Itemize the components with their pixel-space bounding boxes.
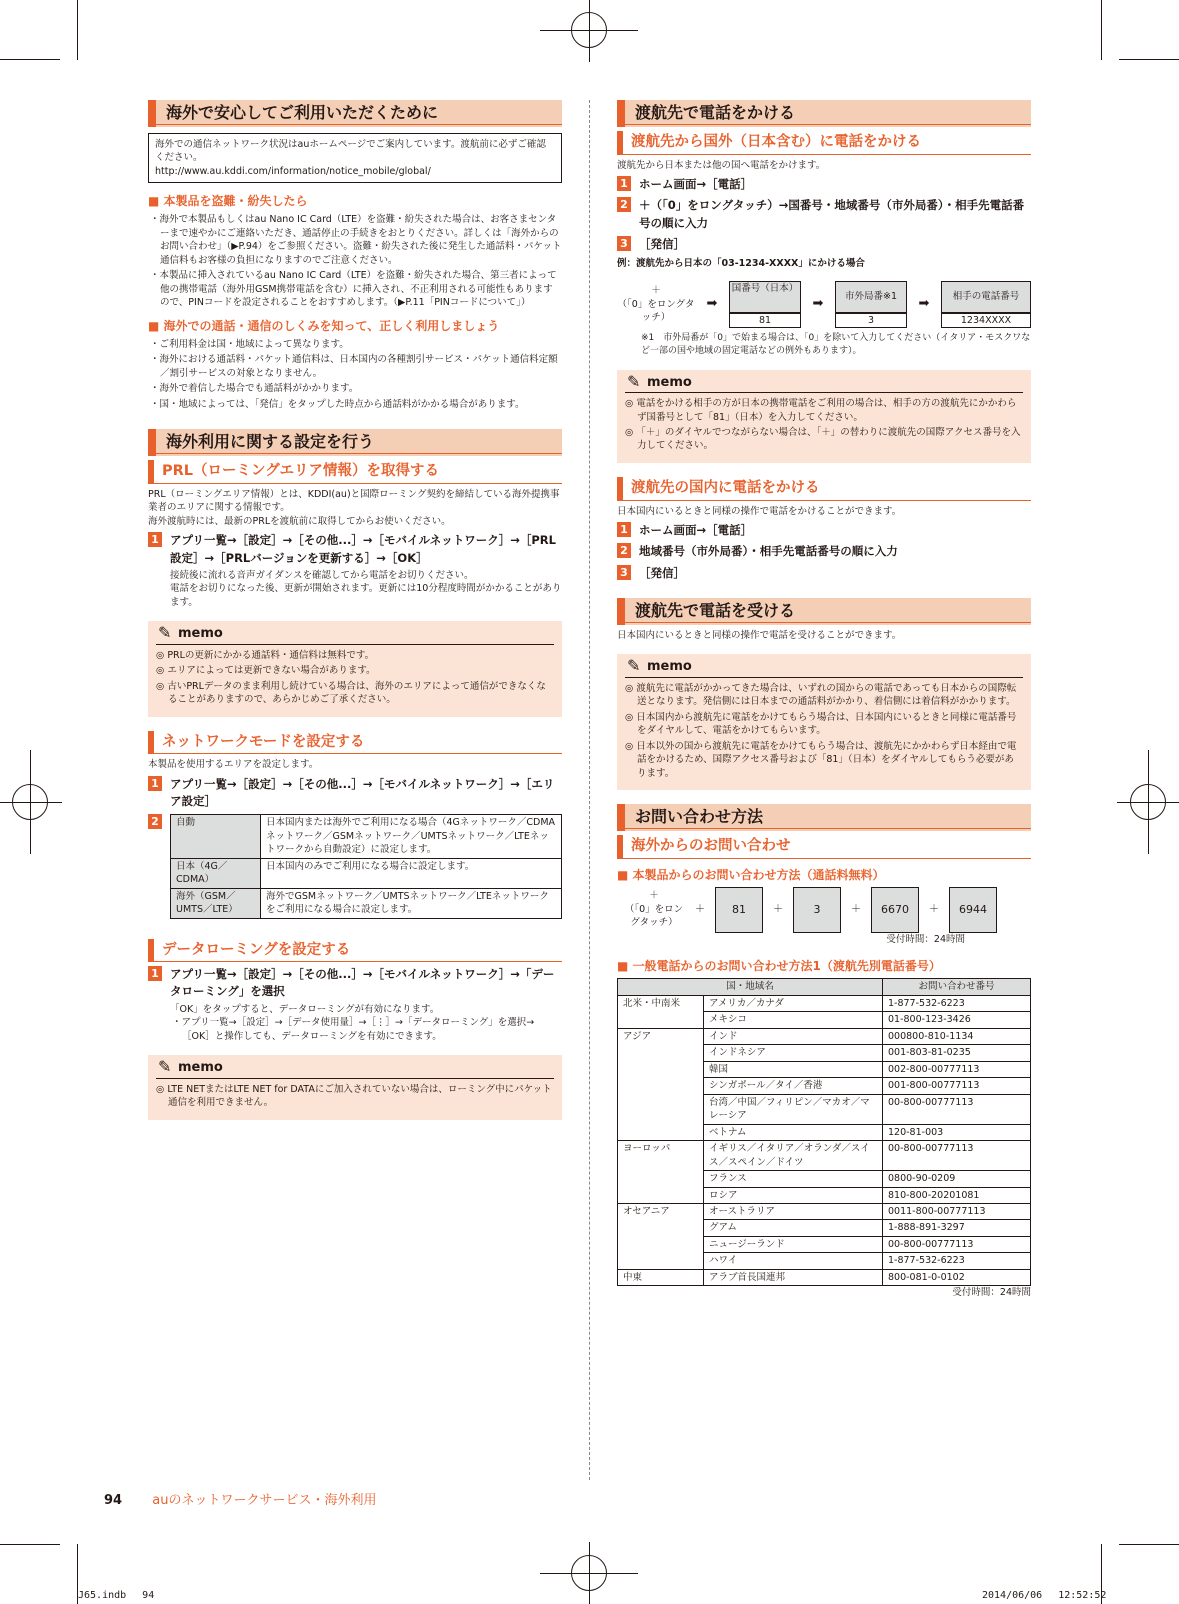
registration-line (589, 0, 590, 62)
arrow-icon: ➡ (706, 296, 718, 312)
footnote: ※1 市外局番が「0」で始まる場合は、「0」を除いて入力してください（イタリア・モスクワなど一部の国や地域の固定電話などの例外もあります）。 (641, 333, 1031, 356)
crop-mark (1101, 0, 1102, 60)
bullet: ・海外における通話料・パケット通信料は、日本国内の各種割引サービス・パケット通信料定額／割引サービスの対象となりません。 (150, 354, 558, 379)
phone-cell: 120-81-003 (883, 1124, 1031, 1140)
section-title: 海外利用に関する設定を行う (148, 429, 562, 456)
page-number: 94 (104, 1493, 123, 1508)
step-number: 1 (148, 532, 162, 547)
phone-cell: 800-081-0-0102 (883, 1269, 1031, 1285)
step-note: 電話をお切りになった後、更新が開始されます。更新には10分程度時間がかかることがあります。 (170, 583, 562, 608)
country-cell: ハワイ (704, 1253, 883, 1269)
step: 1 アプリ一覧→［設定］→［その他...］→［モバイルネットワーク］→「データローミング」を選択 (148, 966, 562, 1001)
step: 2 地域番号（市外局番）・相手先電話番号の順に入力 (617, 543, 1031, 560)
subheading: ■ 本製品からのお問い合わせ方法（通話料無料） (617, 867, 1031, 884)
subheading: ■ 本製品を盗難・紛失したら (148, 193, 562, 210)
area-setting-table: 自動 日本国内または海外でご利用になる場合（4Gネットワーク／CDMAネットワーク／GSMネットワーク／UMTSネットワーク／LTEネットワークから自動設定）に設定します。 日本（4G／CDMA） 日本国内のみでご利用になる場合に設定します。 海外（GSM／UMTS／LTE） 海外でGSMネットワーク／UMTSネットワーク／LTEネットワークをご利用になる場合に設定します。 (170, 814, 562, 918)
section-title: お問い合わせ方法 (617, 804, 1031, 831)
memo-item: ◎ PRLの更新にかかる通話料・通信料は無料です。 (156, 649, 554, 662)
free-dial-example: ＋ （「0」をロングタッチ） ＋ 81 ＋ 3 ＋ 6670 ＋ 6944 (623, 887, 1031, 933)
registration-line (30, 750, 31, 854)
phone-cell: 001-800-00777113 (883, 1078, 1031, 1094)
country-cell: ベトナム (704, 1124, 883, 1140)
info-text: 海外での通信ネットワーク状況はauホームページでご案内しています。渡航前に必ずご確認ください。 (155, 139, 546, 164)
memo-item: ◎ LTE NETまたはLTE NET for DATAにご加入されていない場合は、ローミング中にパケット通信を利用できません。 (156, 1083, 554, 1110)
country-cell: イギリス／イタリア／オランダ／スイス／スペイン／ドイツ (704, 1141, 883, 1171)
slug-file: J65.indb 94 (78, 1590, 155, 1601)
table-row (618, 995, 1031, 1011)
memo-box: ✎ memo ◎ LTE NETまたはLTE NET for DATAにご加入されていない場合は、ローミング中にパケット通信を利用できません。 (148, 1055, 562, 1119)
arrow-icon: ➡ (918, 296, 930, 312)
paragraph: 本製品を使用するエリアを設定します。 (148, 759, 319, 771)
phone-cell: 001-803-81-0235 (883, 1045, 1031, 1061)
memo-box: ✎ memo ◎ 電話をかける相手の方が日本の携帯電話をご利用の場合は、相手の方の渡航先にかかわらず国番号として「81」（日本）を入力してください。 ◎ 「＋」のダイヤルでつながらない場合は、「＋」の替わりに渡航先の国際アクセス番号を入力してください。 (617, 370, 1031, 463)
bullet: ・海外で本製品もしくはau Nano IC Card（LTE）を盗難・紛失された場合は、お客さまセンターまで速やかにご連絡いただき、通話停止の手続きをおとりください。詳しくは「海外からのお問い合わせ」（▶P.94）をご参照ください。盗難・紛失された後に発生した通話料・パケット通信料もお客様の負担になりますのでご注意ください。 (150, 214, 562, 266)
memo-box (148, 621, 562, 716)
phone-cell: 1-888-891-3297 (883, 1220, 1031, 1236)
arrow-icon: ➡ (812, 296, 824, 312)
paragraph: PRL（ローミングエリア情報）とは、KDDI(au)と国際ローミング契約を締結している海外提携事業者のエリアに関する情報です。 (148, 488, 560, 514)
subsection-title: 渡航先から国外（日本含む）に電話をかける (617, 131, 1031, 155)
info-box (148, 133, 562, 183)
memo-box: ✎ memo ◎ 渡航先に電話がかかってきた場合は、いずれの国からの電話であっても日本からの国際転送となります。発信側には日本までの通話料がかかり、着信側には着信料がかかります。 ◎ 日本国内から渡航先に電話をかけてもらう場合は、日本国内にいるときと同様に電話番号をダイヤルして、電話をかけてもらいます。 ◎ 日本以外の国から渡航先に電話をかけてもらう場合は、渡航先にかかわらず日本経由で電話をかけるため、国際アクセス番号および「81」（日本）をダイヤルしてもらう必要があります。 (617, 654, 1031, 790)
phone-cell: 000800-810-1134 (883, 1028, 1031, 1044)
country-cell: グアム (704, 1220, 883, 1236)
right-column: 渡航先で電話をかける 渡航先から国外（日本含む）に電話をかける 渡航先から日本または他の国へ電話をかけます。 1 ホーム画面→［電話］ 2 ＋（「0」をロングタッチ）→国番号・地域番号（市外局番）・相手先電話番号の順に入力 3 ［発信］ 例：渡航先から日本の「03-1234-XXXX」にかける場合 ＋ （「0」をロングタッチ） ➡ 国番号（日本） 81 ➡ 市外局番※1 3 ➡ 相手の電話番号 1234XXXX ※1 市外局番が「0」で始まる場合は、「0」を除いて入力してください（イタリア・モスクワなど一部の国や地域の固定電話などの例外もあります）。 ✎ memo ◎ 電話をかける相手の方が日本の携帯電話をご利用の場合は、相手の方の渡航先にかかわらず国番号として「81」（日本）を入力してください。 ◎ 「＋」のダイヤルでつながらない場合は、「＋」の替わりに渡航先の国際アクセス番号を入力してください。 渡航先の国内に電話をかける 日本国内にいるときと同様の操作で電話をかけることができます。 1 ホーム画面→［電話］ 2 地域番号（市外局番）・相手先電話番号の順に入力 3 ［発信］ 渡航先で電話を受ける 日本国内にいるときと同様の操作で電話を受けることができます。 ✎ memo ◎ 渡航先に電話がかかってきた場合は、いずれの国からの電話であっても日本からの国際転送となります。発信側には日本までの通話料がかかり、着信側には着信料がかかります。 ◎ 日本国内から渡航先に電話をかけてもらう場合は、日本国内にいるときと同様に電話番号をダイヤルして、電話をかけてもらいます。 ◎ 日本以外の国から渡航先に電話をかけてもらう場合は、渡航先にかかわらず日本経由で電話をかけるため、国際アクセス番号および「81」（日本）をダイヤルしてもらう必要があります。 お問い合わせ方法 海外からのお問い合わせ ■ 本製品からのお問い合わせ方法（通話料無料） ＋ （「0」をロングタッチ） ＋ 81 ＋ 3 ＋ 6670 ＋ 6944 受付時間：24時間 ■ 一般電話からのお問い合わせ方法1（渡航先別電話番号） 国・地域名 お問い合わせ番号 北米・中南米 アメリカ／カナダ 1-877-532-6223 メキシコ 01-800-123-3426 アジア インド 000800-810-1134 インドネシア 001-803-81-0235 韓国 002-800-00777113 シンガポール／タイ／香港 001-800-00777113 台湾／中国／フィリピン／マカオ／マレーシア 00-800-00777113 ベトナム 120-81-003 ヨーロッパ イギリス／イタリア／オランダ／スイス／スペイン／ドイツ 00-800-00777113 フランス 0800-90-0209 ロシア 810-800-20201081 オセアニア オーストラリア 0011-800-00777113 グアム 1-888-891-3297 ニュージーランド 00-800-00777113 ハワイ 1-877-532-6223 中東 アラブ首長国連邦 800-081-0-0102 受付時間：24時間 (617, 100, 1031, 1300)
step: 1 アプリ一覧→［設定］→［その他...］→［モバイルネットワーク］→［エリア設定］ (148, 776, 562, 811)
bullet: ・アプリ一覧→［設定］→［データ使用量］→［⋮］→「データローミング」を選択→［OK］と操作しても、データローミングを有効にできます。 (172, 1017, 535, 1042)
memo-item: ◎ 古いPRLデータのまま利用し続けている場合は、海外のエリアによって通信ができなくなることがありますので、あらかじめご了承ください。 (156, 680, 554, 707)
phone-cell: 1-877-532-6223 (883, 995, 1031, 1011)
country-cell: ニュージーランド (704, 1236, 883, 1252)
example-label: 例：渡航先から日本の「03-1234-XXXX」にかける場合 (617, 258, 865, 270)
paragraph: 海外渡航時には、最新のPRLを渡航前に取得してからお使いください。 (148, 515, 451, 527)
info-url: http://www.au.kddi.com/information/notice_mobile/global/ (155, 165, 431, 177)
subsection-title: 海外からのお問い合わせ (617, 835, 1031, 859)
subsection-title: 渡航先の国内に電話をかける (617, 477, 1031, 501)
phone-cell: 00-800-00777113 (883, 1094, 1031, 1124)
step: 3 ［発信］ (617, 236, 1031, 253)
subsection-title: PRL（ローミングエリア情報）を取得する (148, 460, 562, 484)
phone-cell: 810-800-20201081 (883, 1187, 1031, 1203)
slug-date: 2014/06/06 12:52:52 (982, 1590, 1107, 1601)
country-cell: シンガポール／タイ／香港 (704, 1078, 883, 1094)
country-cell: ロシア (704, 1187, 883, 1203)
country-cell: フランス (704, 1171, 883, 1187)
country-cell: アメリカ／カナダ (704, 995, 883, 1011)
country-cell: 韓国 (704, 1061, 883, 1077)
section-title: 海外で安心してご利用いただくために (148, 100, 562, 127)
step: 1 アプリ一覧→［設定］→［その他...］→［モバイルネットワーク］→［PRL設定］→［PRLバージョンを更新する］→［OK］ (148, 532, 562, 567)
dial-example: ＋ （「0」をロングタッチ） ➡ 国番号（日本） 81 ➡ 市外局番※1 3 ➡ 相手の電話番号 1234XXXX (617, 281, 1031, 328)
memo-label: ✎ memo (156, 625, 554, 644)
registration-line (589, 1542, 590, 1604)
subsection-title: データローミングを設定する (148, 939, 562, 963)
table-row (618, 1204, 1031, 1220)
crop-mark (77, 0, 78, 60)
step: 3 ［発信］ (617, 565, 1031, 582)
step-note: 「OK」をタップすると、データローミングが有効になります。 (170, 1003, 440, 1015)
country-cell: インドネシア (704, 1045, 883, 1061)
memo-item: ◎ エリアによっては更新できない場合があります。 (156, 664, 554, 677)
region-cell: オセアニア (618, 1204, 704, 1270)
subheading: ■ 海外での通話・通信のしくみを知って、正しく利用しましょう (148, 318, 562, 335)
phone-cell: 00-800-00777113 (883, 1141, 1031, 1171)
paragraph: 渡航先から日本または他の国へ電話をかけます。 (617, 159, 826, 171)
region-cell: 中東 (618, 1269, 704, 1285)
country-cell: 台湾／中国／フィリピン／マカオ／マレーシア (704, 1094, 883, 1124)
bullet: ・国・地域によっては、「発信」をタップした時点から通話料がかかる場合があります。 (150, 398, 525, 410)
phone-cell: 002-800-00777113 (883, 1061, 1031, 1077)
page-footer (104, 1492, 376, 1510)
step: 2 ＋（「0」をロングタッチ）→国番号・地域番号（市外局番）・相手先電話番号の順に入力 (617, 197, 1031, 232)
country-cell: アラブ首長国連邦 (704, 1269, 883, 1285)
phone-cell: 0800-90-0209 (883, 1171, 1031, 1187)
section-title: 渡航先で電話をかける (617, 100, 1031, 127)
country-table: 国・地域名 お問い合わせ番号 北米・中南米 アメリカ／カナダ 1-877-532-6223 メキシコ 01-800-123-3426 アジア インド 000800-810-1134 インドネシア 001-803-81-0235 韓国 002-800-00777113 シンガポール／タイ／香港 001-800-00777113 台湾／中国／フィリピン／マカオ／マレーシア 00-800-00777113 ベトナム 120-81-003 ヨーロッパ イギリス／イタリア／オランダ／スイス／スペイン／ドイツ 00-800-00777113 フランス 0800-90-0209 ロシア 810-800-20201081 オセアニア オーストラリア 0011-800-00777113 グアム 1-888-891-3297 ニュージーランド 00-800-00777113 ハワイ 1-877-532-6223 中東 アラブ首長国連邦 800-081-0-0102 (617, 978, 1031, 1286)
region-cell: ヨーロッパ (618, 1141, 704, 1204)
table-row (618, 1269, 1031, 1285)
section-title: 渡航先で電話を受ける (617, 598, 1031, 625)
crop-mark (1119, 1544, 1179, 1545)
left-column (148, 100, 562, 1134)
phone-cell: 00-800-00777113 (883, 1236, 1031, 1252)
table-row (618, 1028, 1031, 1044)
region-cell: アジア (618, 1028, 704, 1140)
bullet: ・海外で着信した場合でも通話料がかかります。 (150, 383, 359, 395)
step-note: 接続後に流れる音声ガイダンスを確認してから電話をお切りください。 (170, 569, 474, 581)
country-cell: メキシコ (704, 1012, 883, 1028)
phone-cell: 0011-800-00777113 (883, 1204, 1031, 1220)
phone-cell: 1-877-532-6223 (883, 1253, 1031, 1269)
section-label: auのネットワークサービス・海外利用 (152, 1493, 377, 1508)
country-cell: インド (704, 1028, 883, 1044)
bullet: ・ご利用料金は国・地域によって異なります。 (150, 338, 349, 350)
crop-mark (1119, 59, 1179, 60)
crop-mark (0, 59, 60, 60)
registration-line (1148, 750, 1149, 854)
country-cell: オーストラリア (704, 1204, 883, 1220)
crop-mark (0, 1544, 60, 1545)
step: 2 自動 日本国内または海外でご利用になる場合（4Gネットワーク／CDMAネットワーク／GSMネットワーク／UMTSネットワーク／LTEネットワークから自動設定）に設定します。 日本（4G／CDMA） 日本国内のみでご利用になる場合に設定します。 海外（GSM／UMTS／LTE） 海外でGSMネットワーク／UMTSネットワーク／LTEネットワークをご利用になる場合に設定します。 (148, 814, 562, 918)
subsection-title: ネットワークモードを設定する (148, 731, 562, 755)
column-divider (589, 100, 590, 1480)
table-row (618, 1141, 1031, 1171)
region-cell: 北米・中南米 (618, 995, 704, 1028)
subheading: ■ 一般電話からのお問い合わせ方法1（渡航先別電話番号） (617, 958, 1031, 975)
bullet: ・本製品に挿入されているau Nano IC Card（LTE）を盗難・紛失された場合、第三者によって他の携帯電話（海外用GSM携帯電話を含む）に挿入され、不正利用される可能性もありますので、PINコードを設定されることをおすすめします。（▶P.11「PINコードについて」） (150, 270, 557, 309)
step: 1 ホーム画面→［電話］ (617, 522, 1031, 539)
registration-line (0, 802, 62, 803)
phone-cell: 01-800-123-3426 (883, 1012, 1031, 1028)
step: 1 ホーム画面→［電話］ (617, 176, 1031, 193)
